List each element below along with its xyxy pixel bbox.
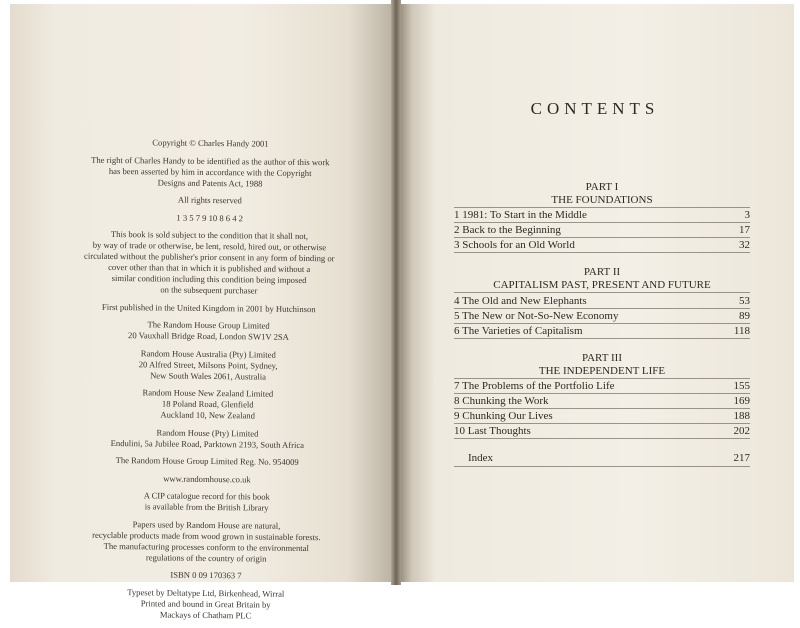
chapter-title: 5 The New or Not-So-New Economy bbox=[454, 310, 619, 322]
chapter-page: 155 bbox=[733, 380, 750, 392]
divider bbox=[454, 338, 750, 339]
part-title: THE FOUNDATIONS bbox=[551, 194, 653, 206]
toc-entry bbox=[454, 424, 750, 438]
chapter-title: 3 Schools for an Old World bbox=[454, 239, 575, 251]
chapter-title: 8 Chunking the Work bbox=[454, 395, 549, 407]
part-heading bbox=[454, 181, 750, 207]
chapter-title: 6 The Varieties of Capitalism bbox=[454, 325, 583, 337]
cip-record: A CIP catalogue record for this book is available from the British Library bbox=[143, 490, 270, 513]
chapter-page: 169 bbox=[733, 395, 750, 407]
part-number: PART I bbox=[585, 181, 619, 193]
contents-page bbox=[396, 4, 794, 582]
moral-rights: The right of Charles Handy to be identified as the author of this work has been asserted by him in accordance with the Copyright Designs and Patents Act, 1988 bbox=[91, 154, 330, 189]
index-page: 217 bbox=[733, 452, 750, 464]
divider bbox=[454, 252, 750, 253]
chapter-page: 89 bbox=[739, 310, 750, 322]
chapter-title: 9 Chunking Our Lives bbox=[454, 410, 553, 422]
divider bbox=[454, 292, 750, 293]
toc-entry bbox=[454, 409, 750, 423]
typesetter-printer: Typeset by Deltatype Ltd, Birkenhead, Wirral Printed and bound in Great Britain by Mackays of Chatham PLC bbox=[127, 586, 285, 620]
company-registration: The Random House Group Limited Reg. No. 954009 bbox=[115, 455, 299, 467]
toc-entry bbox=[454, 208, 750, 222]
chapter-page: 202 bbox=[733, 425, 750, 437]
toc-entry bbox=[454, 294, 750, 308]
chapter-title: 2 Back to the Beginning bbox=[454, 224, 561, 236]
copyright-notice bbox=[69, 137, 346, 628]
part-number: PART III bbox=[582, 352, 622, 364]
part-heading bbox=[454, 266, 750, 292]
copyright-line: Copyright © Charles Handy 2001 bbox=[152, 137, 269, 149]
publisher-australia: Random House Australia (Pty) Limited 20 Alfred Street, Milsons Point, Sydney, New South Wales 2061, Australia bbox=[138, 347, 278, 382]
part-title: THE INDEPENDENT LIFE bbox=[538, 365, 666, 377]
divider bbox=[454, 466, 750, 467]
toc-entry bbox=[454, 238, 750, 252]
rights-reserved: All rights reserved bbox=[177, 194, 242, 206]
part-title: CAPITALISM PAST, PRESENT AND FUTURE bbox=[493, 279, 711, 291]
toc-entry bbox=[454, 223, 750, 237]
isbn: ISBN 0 09 170363 7 bbox=[170, 569, 242, 581]
index-label: Index bbox=[468, 452, 494, 464]
contents-heading: CONTENTS bbox=[530, 99, 660, 118]
paper-notice: Papers used by Random House are natural, recyclable products made from wood grown in sustainable forests. The manufacturing processes conform to the environmental regulations of the country of origin bbox=[92, 518, 321, 564]
divider bbox=[454, 438, 750, 439]
printing-line: 1 3 5 7 9 10 8 6 4 2 bbox=[176, 212, 244, 223]
chapter-title: 1 1981: To Start in the Middle bbox=[454, 209, 587, 221]
publisher-south-africa: Random House (Pty) Limited Endulini, 5a Jubilee Road, Parktown 2193, South Africa bbox=[110, 426, 305, 450]
chapter-page: 32 bbox=[739, 239, 750, 251]
chapter-page: 188 bbox=[733, 410, 750, 422]
toc-entry bbox=[454, 394, 750, 408]
chapter-page: 53 bbox=[739, 295, 750, 307]
part-heading bbox=[454, 352, 750, 378]
first-published: First published in the United Kingdom in 2001 by Hutchinson bbox=[101, 301, 316, 314]
sale-condition: This book is sold subject to the condition that it shall not, by way of trade or otherwise, be lent, resold, hired out, or otherwise circulated without the publisher's prior consent in any form of binding or cover other than that in which it is published and without a similar condition including this condition being imposed on the subsequent purchaser bbox=[84, 228, 335, 296]
chapter-page: 118 bbox=[733, 325, 750, 337]
toc-entry bbox=[454, 324, 750, 338]
publisher-new-zealand: Random House New Zealand Limited 18 Poland Road, Glenfield Auckland 10, New Zealand bbox=[142, 387, 274, 421]
chapter-title: 7 The Problems of the Portfolio Life bbox=[454, 380, 615, 392]
chapter-title: 10 Last Thoughts bbox=[454, 425, 531, 437]
part-number: PART II bbox=[583, 266, 621, 278]
chapter-page: 3 bbox=[744, 209, 750, 221]
chapter-page: 17 bbox=[739, 224, 750, 236]
book-gutter bbox=[391, 0, 401, 585]
toc-entry bbox=[454, 309, 750, 323]
chapter-title: 4 The Old and New Elephants bbox=[454, 295, 587, 307]
publisher-uk: The Random House Group Limited 20 Vauxhall Bridge Road, London SW1V 2SA bbox=[128, 319, 289, 342]
publisher-website: www.randomhouse.co.uk bbox=[163, 473, 251, 484]
toc-entry bbox=[454, 379, 750, 393]
toc-index-entry bbox=[454, 451, 750, 465]
